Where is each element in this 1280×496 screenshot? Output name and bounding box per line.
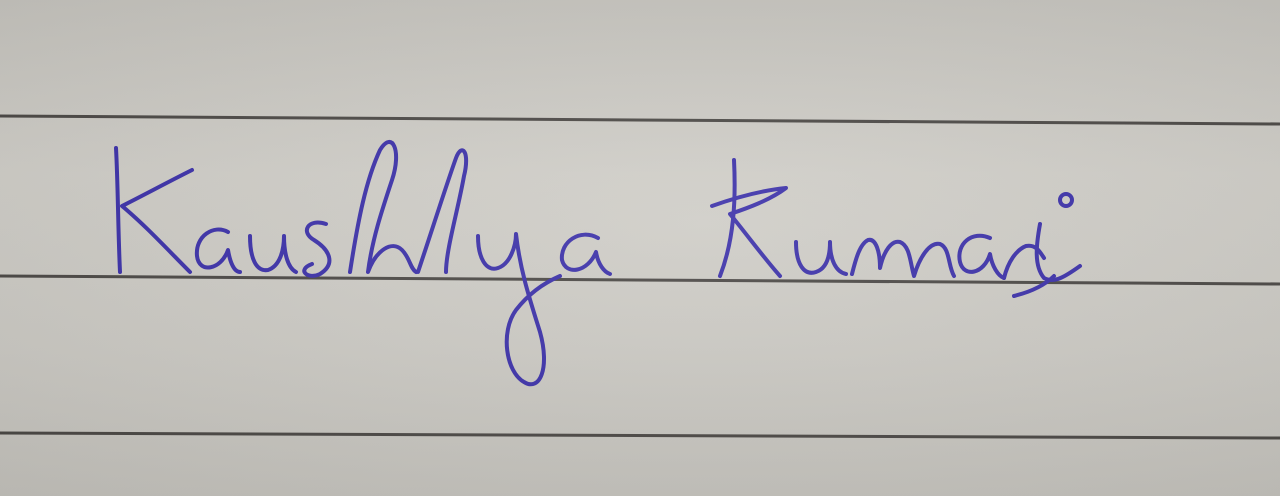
signature-stroke-a3 (959, 236, 1004, 278)
signature-stroke-k-arms (122, 170, 192, 272)
signature-stroke-flourish (1014, 276, 1054, 296)
signature-stroke-a1 (197, 229, 240, 272)
signature-stroke-l (418, 150, 466, 272)
signature-stroke-m (852, 240, 954, 276)
signature-stroke-k-stem (116, 148, 120, 272)
signature-stroke-y (478, 234, 560, 384)
signature-dot-i (1060, 194, 1072, 206)
signature-stroke-i (1037, 224, 1080, 280)
signature-stroke-a2 (562, 235, 610, 274)
signature-stroke-s (304, 223, 329, 276)
signature-stroke-h (350, 142, 416, 272)
signature-stroke-u (250, 236, 296, 272)
signature-stroke-u2 (796, 242, 846, 274)
